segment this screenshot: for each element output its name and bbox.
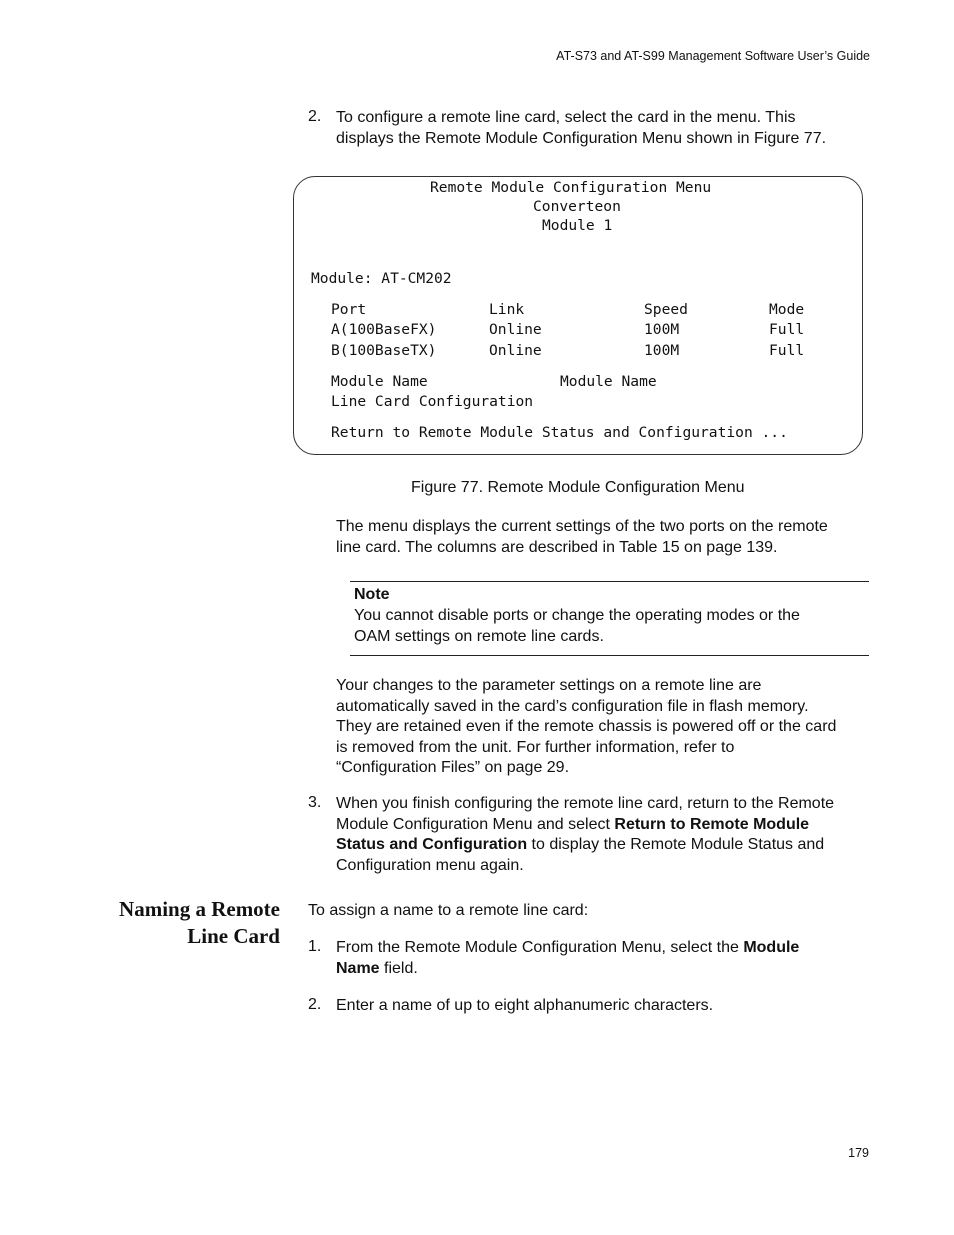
screen-module-line: Module 1 bbox=[542, 217, 613, 234]
bold-text: Name bbox=[336, 959, 380, 977]
text-line bbox=[336, 938, 870, 959]
text-line: Your changes to the parameter settings on a remote line are bbox=[336, 677, 762, 694]
text-line: displays the Remote Module Configuration Menu shown in Figure 77. bbox=[336, 129, 827, 147]
text-line bbox=[336, 815, 870, 836]
text-line: To configure a remote line card, select the card in the menu. This bbox=[336, 109, 796, 126]
text-line bbox=[336, 959, 870, 980]
running-header: AT-S73 and AT-S99 Management Software User’s Guide bbox=[556, 49, 870, 63]
text-run: From the Remote Module Configuration Menu, select the bbox=[336, 939, 744, 956]
heading-line: Naming a Remote bbox=[119, 897, 280, 921]
column-header-port: Port bbox=[331, 301, 367, 318]
note-title: Note bbox=[354, 586, 390, 603]
step-number: 1. bbox=[308, 938, 322, 955]
note-text bbox=[354, 606, 854, 647]
page-number: 179 bbox=[848, 1146, 869, 1160]
step-number: 2. bbox=[308, 108, 322, 125]
text-line: is removed from the unit. For further information, refer to bbox=[336, 738, 735, 756]
text-line: OAM settings on remote line cards. bbox=[354, 627, 604, 645]
text-line: Configuration menu again. bbox=[336, 856, 524, 874]
text-line: “Configuration Files” on page 29. bbox=[336, 759, 570, 776]
step-3-text bbox=[336, 794, 870, 876]
bold-text: Module bbox=[743, 939, 800, 956]
section-step-1 bbox=[336, 938, 870, 979]
column-header-link: Link bbox=[489, 301, 525, 318]
figure-caption: Figure 77. Remote Module Configuration Menu bbox=[411, 479, 745, 496]
port-row-b-port[interactable]: B(100BaseTX) bbox=[331, 342, 437, 359]
menu-description-paragraph bbox=[336, 517, 870, 558]
text-line: When you finish configuring the remote line card, return to the Remote bbox=[336, 795, 835, 812]
screen-module-label: Module: AT-CM202 bbox=[311, 270, 452, 287]
line-card-configuration-option[interactable]: Line Card Configuration bbox=[331, 393, 534, 410]
return-option[interactable]: Return to Remote Module Status and Configuration ... bbox=[331, 424, 788, 441]
text-line: automatically saved in the card’s configuration file in flash memory. bbox=[336, 697, 809, 715]
changes-paragraph bbox=[336, 676, 870, 779]
module-name-field-label[interactable]: Module Name bbox=[331, 373, 428, 390]
text-run: Module Configuration Menu and select bbox=[336, 815, 615, 833]
section-heading bbox=[119, 896, 280, 950]
port-row-b-link: Online bbox=[489, 342, 542, 359]
screen-title: Remote Module Configuration Menu bbox=[430, 179, 712, 196]
section-intro: To assign a name to a remote line card: bbox=[308, 902, 589, 919]
text-line: line card. The columns are described in Table 15 on page 139. bbox=[336, 538, 778, 556]
heading-line: Line Card bbox=[187, 924, 280, 948]
step-number: 3. bbox=[308, 794, 322, 811]
step-2-text bbox=[336, 108, 870, 149]
column-header-speed: Speed bbox=[644, 301, 688, 318]
port-row-a-mode: Full bbox=[769, 321, 805, 338]
port-row-a-link: Online bbox=[489, 321, 542, 338]
text-run: to display the Remote Module Status and bbox=[527, 836, 825, 853]
port-row-a-port[interactable]: A(100BaseFX) bbox=[331, 321, 437, 338]
port-row-a-speed: 100M bbox=[644, 321, 680, 338]
text-run: field. bbox=[379, 959, 418, 977]
text-line: The menu displays the current settings of the two ports on the remote bbox=[336, 518, 828, 535]
bold-text: Return to Remote Module bbox=[614, 815, 810, 833]
section-step-2: Enter a name of up to eight alphanumeric characters. bbox=[336, 997, 714, 1014]
port-row-b-mode: Full bbox=[769, 342, 805, 359]
bold-text: Status and Configuration bbox=[336, 836, 528, 853]
column-header-mode: Mode bbox=[769, 301, 805, 318]
text-line: You cannot disable ports or change the operating modes or the bbox=[354, 607, 800, 624]
port-row-b-speed: 100M bbox=[644, 342, 680, 359]
text-line bbox=[336, 835, 870, 856]
module-name-field-value: Module Name bbox=[560, 373, 657, 390]
text-line: They are retained even if the remote chassis is powered off or the card bbox=[336, 718, 837, 735]
screen-subtitle: Converteon bbox=[533, 198, 621, 215]
note-box bbox=[350, 581, 869, 656]
step-number: 2. bbox=[308, 996, 322, 1013]
